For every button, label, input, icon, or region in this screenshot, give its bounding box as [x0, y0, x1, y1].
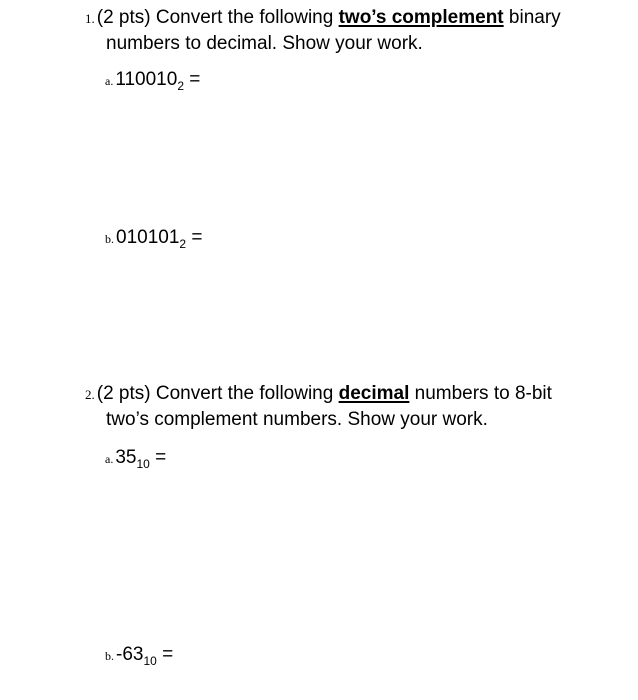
question-1-line-2: numbers to decimal. Show your work.: [106, 33, 423, 54]
question-1: [85, 5, 561, 56]
question-1-line-1: [85, 5, 561, 31]
question-1-text-end: binary: [503, 7, 561, 28]
part-base-subscript: 2: [179, 237, 187, 251]
part-equals: =: [149, 447, 167, 468]
part-value: -63: [116, 644, 144, 665]
question-1-number: 1.: [85, 11, 95, 26]
question-2-line-1: [85, 381, 552, 407]
part-equals: =: [184, 69, 201, 90]
part-marker: a.: [105, 452, 114, 466]
question-2-number: 2.: [85, 387, 95, 402]
question-2-line-2: two’s complement numbers. Show your work.: [106, 409, 488, 430]
question-2-emphasis: decimal: [338, 383, 410, 404]
question-1-text-start: (2 pts) Convert the following: [96, 7, 339, 28]
question-1-part-a: [105, 68, 200, 93]
question-1-part-b: [105, 226, 202, 251]
part-base-subscript: 10: [136, 457, 150, 471]
question-1-emphasis: two’s complement: [338, 7, 504, 28]
question-2-text-start: (2 pts) Convert the following: [96, 383, 339, 404]
part-value: 110010: [115, 69, 178, 90]
question-2-part-a: [105, 446, 166, 471]
question-2: [85, 381, 552, 432]
part-marker: a.: [105, 74, 114, 88]
part-value: 010101: [116, 227, 180, 248]
part-equals: =: [186, 227, 203, 248]
part-base-subscript: 10: [143, 654, 157, 668]
part-equals: =: [156, 644, 174, 665]
question-2-text-end: numbers to 8-bit: [409, 383, 552, 404]
part-base-subscript: 2: [177, 79, 185, 93]
part-value: 35: [115, 447, 137, 468]
question-2-part-b: [105, 643, 173, 668]
part-marker: b.: [105, 232, 114, 246]
part-marker: b.: [105, 649, 114, 663]
